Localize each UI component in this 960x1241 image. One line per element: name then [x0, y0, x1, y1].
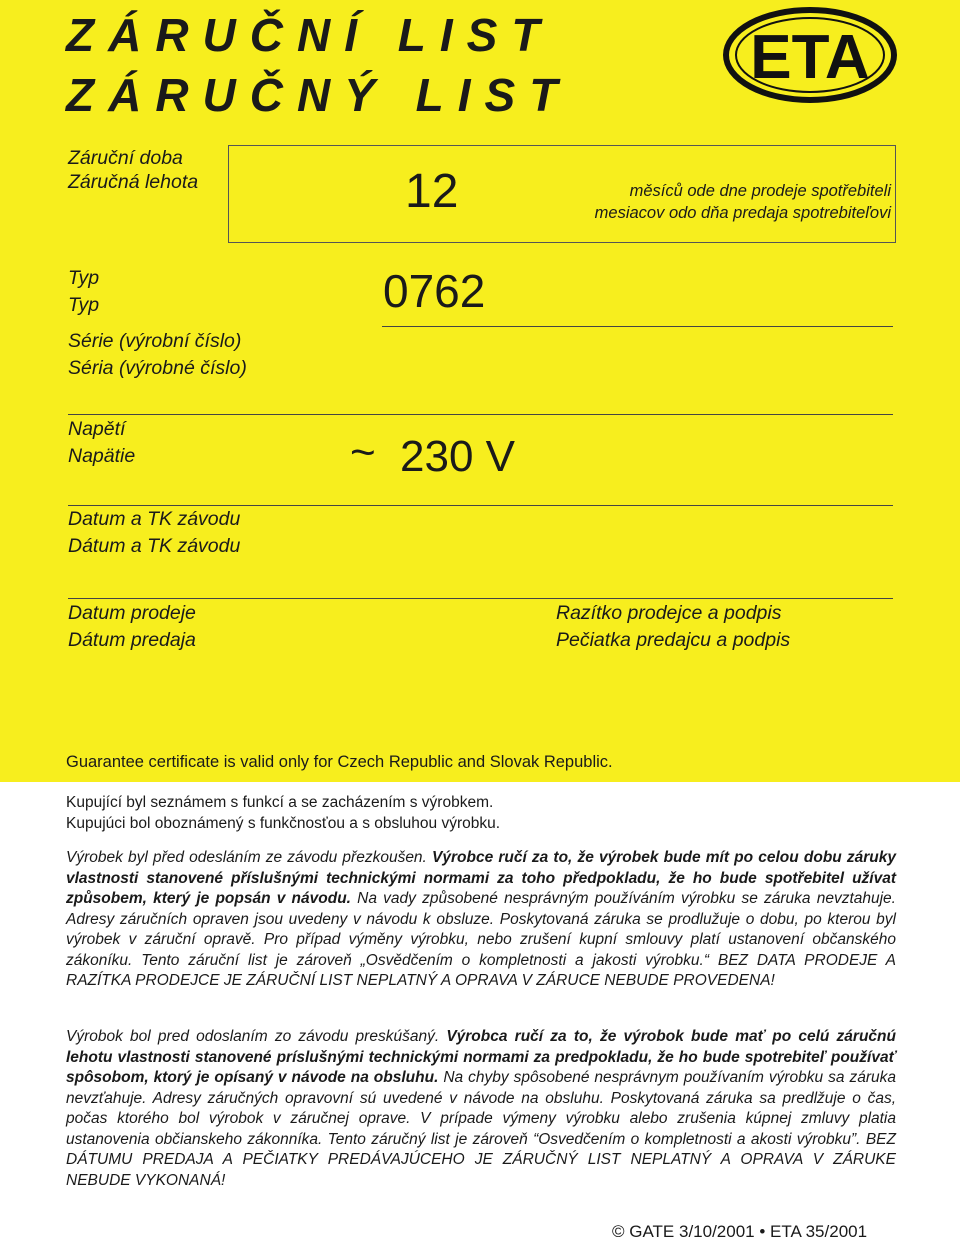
type-line [382, 326, 893, 327]
voltage-symbol: ~ [350, 428, 376, 477]
voltage-label-sk: Napätie [68, 445, 136, 467]
stamp-label-sk: Pečiatka predajcu a podpis [556, 629, 791, 651]
factory-label-sk: Dátum a TK závodu [68, 535, 241, 557]
serial-label-cz: Série (výrobní číslo) [68, 330, 242, 352]
buyer-note-sk: Kupujúci bol oboznámený s funkčnosťou a s obsluhou výrobku. [66, 814, 501, 832]
cz-terms-p1: Výrobek byl před odesláním ze závodu přezkoušen. [66, 849, 427, 866]
warranty-value: 12 [405, 165, 459, 218]
eta-logo [722, 6, 898, 104]
factory-line [68, 598, 893, 599]
footer-copyright: © GATE 3/10/2001 • ETA 35/2001 [612, 1222, 868, 1241]
stamp-label-cz: Razítko prodejce a podpis [556, 602, 782, 624]
guarantee-note: Guarantee certificate is valid only for Czech Republic and Slovak Republic. [66, 753, 613, 771]
type-label-sk: Typ [68, 294, 100, 316]
sk-terms-p1: Výrobok bol pred odoslaním zo závodu preskúšaný. [66, 1028, 440, 1045]
sk-terms-paragraph [66, 1027, 896, 1191]
buyer-note [66, 793, 896, 834]
cz-terms-p3: Na vady způsobené nesprávným používáním výrobku se záruka nevztahuje. Adresy záručních opraven jsou uvedeny v návodu k obsluze. Poskytovaná záruka se prodlužuje o dobu, po kterou byl výrobek v záruční opravě. Pro případ výměny výrobku, nebo zrušení kupní smlouvy platí ustanovení občanského zákoníku. Tento záruční list je zároveň „Osvědčením o kompletnosti a jakosti výrobku.“ BEZ DATA PRODEJE A RAZÍTKA PRODEJCE JE ZÁRUČNÍ LIST NEPLATNÝ A OPRAVA V ZÁRUCE NEBUDE PROVEDENA! [66, 890, 896, 989]
sk-terms-p2: Výrobca ručí za to, že výrobok bude mať po celú záručnú lehotu vlastnosti stanovené príslušnými technickými normami za predpokladu, že ho bude spotrebiteľ používať spôsobom, ktorý je opísaný v návode na obsluhu. [66, 1028, 896, 1086]
warranty-note-cz: měsíců ode dne prodeje spotřebiteli [629, 182, 891, 200]
cz-terms-paragraph [66, 848, 896, 992]
voltage-label-cz: Napětí [68, 418, 126, 440]
warranty-note-sk: mesiacov odo dňa predaja spotrebiteľovi [594, 204, 891, 222]
warranty-label-sk: Záručná lehota [68, 171, 199, 193]
buyer-note-cz: Kupující byl seznámem s funkcí a se zacházením s výrobkem. [66, 794, 494, 811]
sk-terms-p3: Na chyby spôsobené nesprávnym používaním výrobku sa záruka nevzťahuje. Adresy záručných opravovní sú uvedené v návode na obsluhu. Poskytovaná záruka sa predlžuje o čas, počas ktorého bol výrobok v záručnej oprave. V prípade výmeny výrobku alebo zrušenia kúpnej zmluvy platia ustanovenia občianskeho zákonníka. Tento záručný list je zároveň “Osvedčením o kompletnosti a akosti výrobku”. BEZ DÁTUMU PREDAJA A PEČIATKY PREDÁVAJÚCEHO JE ZÁRUČNÝ LIST NEPLATNÝ A OPRAVA V ZÁRUKE NEBUDE VYKONANÁ! [66, 1069, 896, 1189]
cz-terms-p2: Výrobce ručí za to, že výrobek bude mít po celou dobu záruky vlastnosti stanovené příslušnými technickými normami za toho předpokladu, že ho bude spotřebitel užívat způsobem, který je popsán v návodu. [66, 849, 897, 907]
serial-line [68, 414, 893, 415]
eta-logo-text: ETA [750, 23, 870, 92]
warranty-label-cz: Záruční doba [68, 147, 183, 169]
type-label-cz: Typ [68, 267, 100, 289]
title-sk: ZÁRUČNÝ LIST [66, 69, 572, 121]
serial-label-sk: Séria (výrobné číslo) [68, 357, 247, 379]
title-cz: ZÁRUČNÍ LIST [66, 9, 554, 61]
sale-label-cz: Datum prodeje [68, 602, 196, 624]
voltage-value: 230 V [400, 432, 515, 481]
warranty-note [565, 180, 891, 224]
factory-label-cz: Datum a TK závodu [68, 508, 241, 530]
type-value: 0762 [383, 265, 486, 317]
sale-label-sk: Dátum predaja [68, 629, 196, 651]
